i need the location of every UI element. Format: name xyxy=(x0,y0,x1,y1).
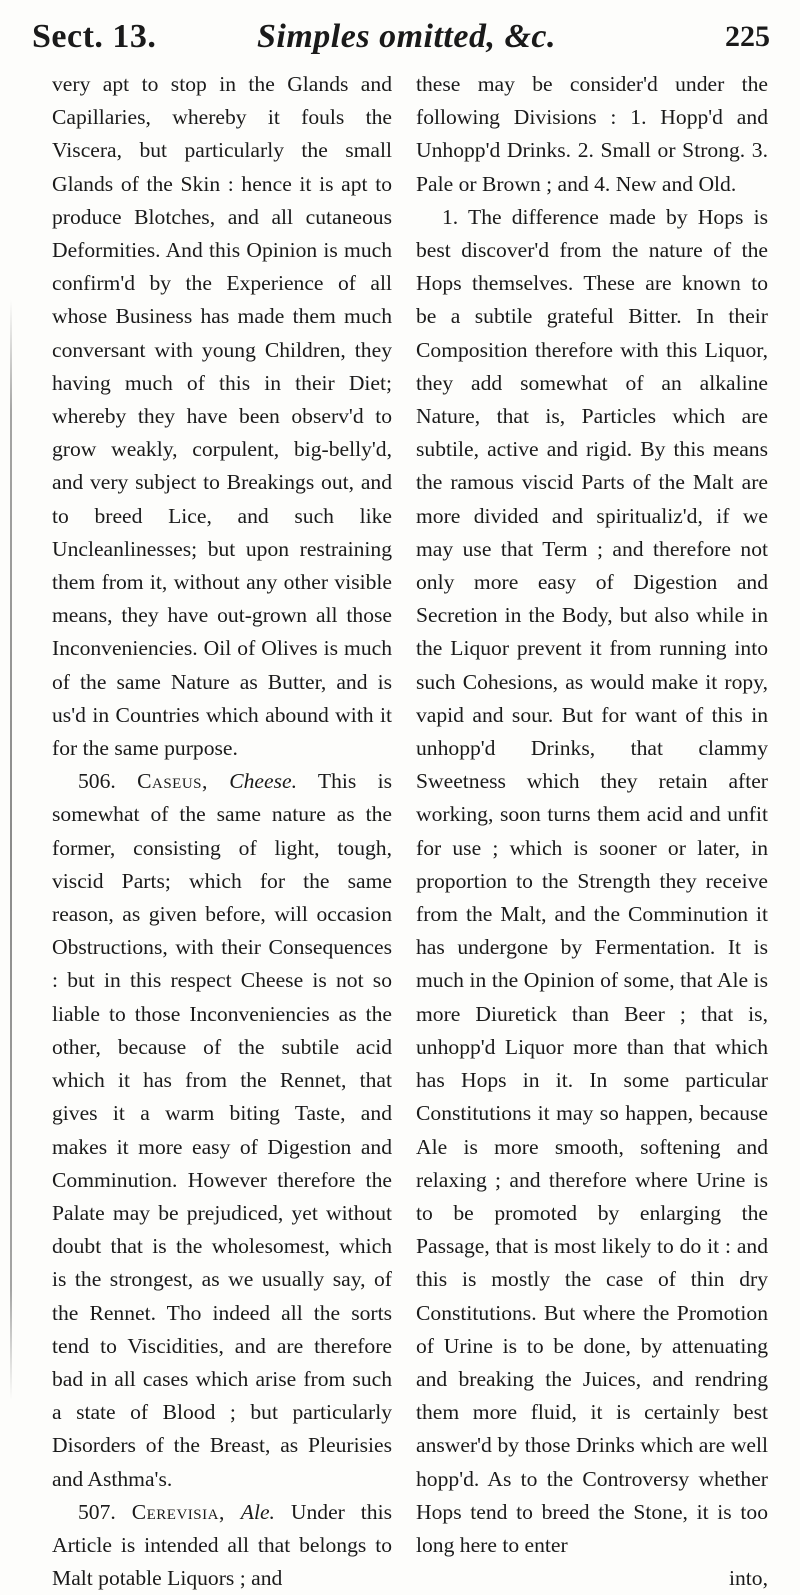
entry-latin-name: Caseus, xyxy=(137,769,208,794)
entry-506 xyxy=(52,765,392,1495)
entry-body: Under this Article is intended all that belongs to Malt potable Liquors ; and xyxy=(52,1499,392,1591)
entry-english-name: Ale. xyxy=(240,1499,275,1524)
entry-latin-name: Cerevisia, xyxy=(131,1499,225,1524)
entry-number: 506. xyxy=(78,769,116,794)
entry-507 xyxy=(52,1496,392,1595)
section-label: Sect. 13. xyxy=(32,18,157,55)
entry-body: This is somewhat of the same nature as the former, consisting of light, tough, viscid Parts; which for the same reason, as given before, will occasion Obstructions, with their Consequences : but in this respect Cheese is not so liable to those Inconveniencies as the other, because of the subtile acid which it has from the Rennet, that gives it a warm biting Taste, and makes it more easy of Digestion and Comminution. However therefore the Palate may be prejudiced, yet without doubt that is the wholesomest, which is the strongest, as we usually say, of the Rennet. Tho indeed all the sorts tend to Viscidities, and are therefore bad in all cases which arise from such a state of Blood ; but particularly Disorders of the Breast, as Pleurisies and Asthma's. xyxy=(52,769,392,1491)
entry-number: 507. xyxy=(78,1499,116,1524)
running-head xyxy=(32,18,770,62)
left-column xyxy=(52,68,392,1595)
binding-edge-shadow xyxy=(10,300,12,1400)
paragraph-continuation: these may be consider'd under the following Divisions : 1. Hopp'd and Unhopp'd Drinks. 2. Small or Strong. 3. Pale or Brown ; and 4. New and Old. xyxy=(416,72,768,196)
right-column xyxy=(416,68,768,1595)
paragraph-hops: 1. The difference made by Hops is best discover'd from the nature of the Hops themselves. These are known to be a subtile grateful Bitter. In their Composition therefore with this Liquor, they add somewhat of an alkaline Nature, that is, Particles which are subtile, active and rigid. By this means the ramous viscid Parts of the Malt are more divided and spiritualiz'd, if we may use that Term ; and therefore not only more easy of Digestion and Secretion in the Body, but also while in the Liquor prevent it from running into such Cohesions, as would make it ropy, vapid and sour. But for want of this in unhopp'd Drinks, that clammy Sweetness which they retain after working, soon turns them acid and unfit for use ; which is sooner or later, in proportion to the Strength they receive from the Malt, and the Comminution it has undergone by Fermentation. It is much in the Opinion of some, that Ale is more Diuretick than Beer ; that is, unhopp'd Liquor more than that which has Hops in it. In some particular Constitutions it may so happen, because Ale is more smooth, softening and relaxing ; and therefore where Urine is to be promoted by enlarging the Passage, that is most likely to do it : and this is mostly the case of thin dry Constitutions. But where the Promotion of Urine is to be done, by attenuating and breaking the Juices, and rendring them more fluid, it is certainly best answer'd by those Drinks which are well hopp'd. As to the Controversy whether Hops tend to breed the Stone, it is too long here to enter xyxy=(416,204,768,1557)
paragraph-continuation: very apt to stop in the Glands and Capillaries, whereby it fouls the Viscera, but particularly the small Glands of the Skin : hence it is apt to produce Blotches, and all cutaneous Deformities. And this Opinion is much confirm'd by the Experience of all whose Business has made them much conversant with young Children, they having much of this in their Diet; whereby they have been observ'd to grow weakly, corpulent, big-belly'd, and very subject to Breakings out, and to breed Lice, and such like Uncleanlinesses; but upon restraining them from it, without any other visible means, they have out-grown all those Inconveniencies. Oil of Olives is much of the same Nature as Butter, and is us'd in Countries which abound with it for the same purpose. xyxy=(52,72,392,761)
page-number: 225 xyxy=(725,20,770,53)
entry-english-name: Cheese. xyxy=(229,769,297,794)
chapter-title: Simples omitted, &c. xyxy=(257,18,556,55)
catchword: into, xyxy=(729,1566,768,1591)
